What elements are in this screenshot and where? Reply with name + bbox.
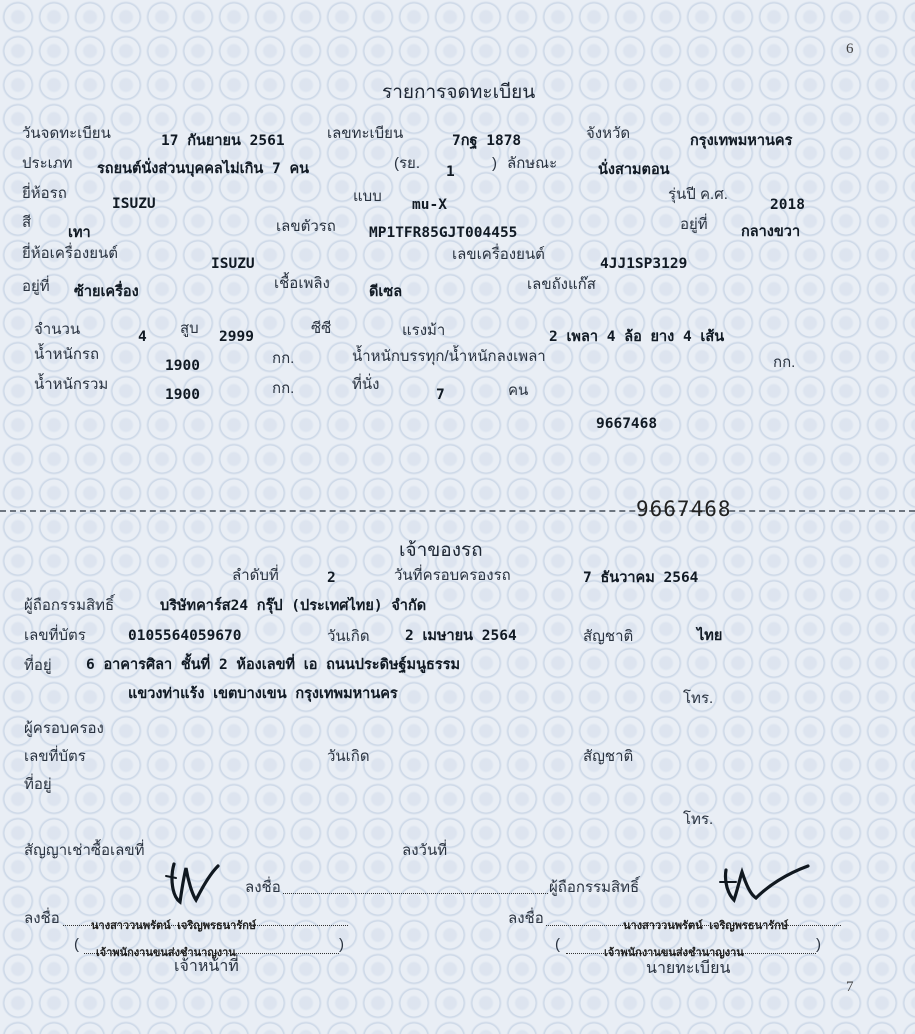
year-value: 2018 [770,197,805,213]
color-label: สี [22,214,32,231]
cc-value: 2999 [219,329,254,345]
person-unit: คน [508,382,529,399]
registration-title: รายการจดทะเบียน [382,82,536,103]
registrar-name: นางสาววนพรัตน์ เจริญพรธนารักษ์ [623,919,789,932]
province-label: จังหวัด [586,125,631,142]
registrar-signature [716,860,812,908]
type-value: รถยนต์นั่งส่วนบุคคลไม่เกิน 7 คน [97,161,310,177]
count-label: จำนวน [34,321,81,338]
officer-open-paren: ( [74,936,79,953]
style-value: นั่งสามตอน [598,162,670,178]
engine-no-value: 4JJ1SP3129 [600,256,688,272]
type-label: ประเภท [22,155,73,172]
registrar-open-paren: ( [555,936,560,953]
reg-no-value: 7กฐ 1878 [452,133,522,149]
brand-value: ISUZU [112,196,156,212]
serial-number: 9667468 [596,416,658,432]
axle-value: 2 เพลา 4 ล้อ ยาง 4 เส้น [549,329,725,345]
registrar-role: นายทะเบียน [646,960,731,977]
year-label: รุ่นปี ค.ศ. [668,186,728,203]
engine-loc-label: อยู่ที่ [22,278,50,295]
holder-label: ผู้ถือกรรมสิทธิ์ [24,597,115,614]
possess-date-label: วันที่ครอบครองรถ [394,567,511,584]
province-value: กรุงเทพมหานคร [690,133,793,149]
chassis-label: เลขตัวรถ [276,218,336,235]
holder-sign-line [283,893,548,894]
owner-title: เจ้าของรถ [399,540,483,561]
officer-name: นางสาววนพรัตน์ เจริญพรธนารักษ์ [91,919,257,932]
total-weight-label: น้ำหนักรวม [34,376,109,393]
cylinder-label: สูบ [180,320,199,337]
nation-label: สัญชาติ [583,628,634,645]
gas-tank-label: เลขถังแก๊ส [527,276,596,293]
birth-label: วันเกิด [327,628,370,645]
fold-line [0,510,915,512]
order-value: 2 [327,570,336,586]
officer-sign-label: ลงชื่อ [24,910,60,927]
possess-date-value: 7 ธันวาคม 2564 [583,570,699,586]
address-line-2: แขวงท่าแร้ง เขตบางเขน กรุงเทพมหานคร [128,686,398,702]
chassis-loc-label: อยู่ที่ [680,216,708,233]
ry-value: 1 [446,164,455,180]
address-line-1: 6 อาคารศิลา ชั้นที่ 2 ห้องเลขที่ เอ ถนนประดิษฐ์มนูธรรม [86,657,460,673]
cc-label: ซีซี [311,320,332,337]
possessor-address-label: ที่อยู่ [24,776,52,793]
engine-loc-value: ซ้ายเครื่อง [74,284,139,300]
engine-brand-label: ยี่ห้อเครื่องยนต์ [22,245,119,262]
holder-signature [162,858,222,910]
total-weight-value: 1900 [165,387,200,403]
registrar-sign-label: ลงชื่อ [508,910,544,927]
possessor-card-label: เลขที่บัตร [24,748,86,765]
birth-value: 2 เมษายน 2564 [405,628,517,644]
registrar-close-paren: ) [816,936,821,953]
serial-number-large: 9667468 [636,497,732,521]
possessor-tel-label: โทร. [683,811,714,828]
fuel-value: ดีเซล [369,284,403,300]
load-label: น้ำหนักบรรทุก/น้ำหนักลงเพลา [352,348,546,365]
officer-role: เจ้าหน้าที่ [174,958,239,975]
officer-close-paren: ) [339,936,344,953]
officer-position: เจ้าพนักงานขนส่งชำนาญงาน [96,946,236,959]
model-label: แบบ [353,188,382,205]
weight-unit: กก. [272,350,295,367]
possessor-nation-label: สัญชาติ [583,748,634,765]
possessor-label: ผู้ครอบครอง [24,720,104,737]
brand-label: ยี่ห้อรถ [22,185,67,202]
weight-label: น้ำหนักรถ [34,346,100,363]
holder-value: บริษัทคาร์ส24 กรุ๊ป (ประเทศไทย) จำกัด [160,598,427,614]
address-label: ที่อยู่ [24,657,52,674]
sign-date-label: ลงวันที่ [402,842,448,859]
holder-sign-label: ลงชื่อ [245,879,281,896]
tel-label: โทร. [683,690,714,707]
reg-date-value: 17 กันยายน 2561 [161,133,285,149]
card-label: เลขที่บัตร [24,627,86,644]
total-weight-unit: กก. [272,380,295,397]
model-value: mu-X [412,197,447,213]
seats-label: ที่นั่ง [352,376,380,393]
ry-label: (รย. [394,155,421,172]
reg-date-label: วันจดทะเบียน [22,125,111,142]
chassis-loc-value: กลางขวา [741,224,801,240]
count-value: 4 [138,329,147,345]
reg-no-label: เลขทะเบียน [327,125,404,142]
weight-value: 1900 [165,358,200,374]
holder-role-label: ผู้ถือกรรมสิทธิ์ [549,879,640,896]
seats-value: 7 [436,387,445,403]
nation-value: ไทย [697,628,723,644]
load-unit: กก. [773,354,796,371]
fuel-label: เชื้อเพลิง [274,275,330,292]
page-number-bottom: 7 [846,979,854,995]
engine-no-label: เลขเครื่องยนต์ [452,246,545,263]
engine-brand-value: ISUZU [211,256,255,272]
color-value: เทา [68,225,91,241]
page-number-top: 6 [846,41,854,57]
card-value: 0105564059670 [128,628,242,644]
lease-label: สัญญาเช่าซื้อเลขที่ [24,842,145,859]
style-label: ลักษณะ [507,155,558,172]
registrar-position: เจ้าพนักงานขนส่งชำนาญงาน [604,946,744,959]
order-label: ลำดับที่ [232,567,279,584]
possessor-birth-label: วันเกิด [327,748,370,765]
ry-close: ) [492,155,497,172]
chassis-value: MP1TFR85GJT004455 [369,225,518,241]
horsepower-label: แรงม้า [402,322,446,339]
